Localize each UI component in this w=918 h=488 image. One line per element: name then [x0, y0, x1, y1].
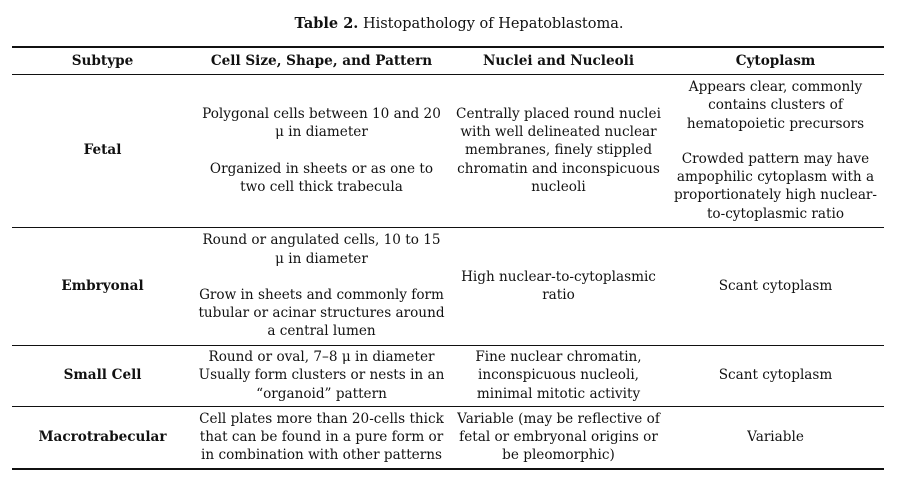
- cell-pattern-text: Organized in sheets or as one to two cell thick trabecula: [209, 160, 434, 195]
- nuclei-cell: [450, 345, 667, 406]
- subtype-cell: Small Cell: [12, 345, 193, 406]
- table-caption-title: Histopathology of Hepatoblastoma.: [362, 16, 624, 32]
- cell-pattern-text: Grow in sheets and commonly form tubular or acinar structures around a central lumen: [198, 286, 445, 340]
- nuclei-cell: [450, 227, 667, 345]
- cytoplasm-text: Variable: [747, 429, 804, 446]
- table-header: [12, 47, 884, 74]
- cell-pattern-cell: [193, 345, 450, 406]
- cell-pattern-cell: [193, 406, 450, 469]
- cell-pattern-text: Round or oval, 7–8 μ in diameter Usually form clusters or nests in an “organoid” pattern: [198, 349, 445, 402]
- column-header-nuclei: Nuclei and Nucleoli: [450, 47, 667, 74]
- cytoplasm-text: Appears clear, commonly contains clusters of hematopoietic precursors: [686, 79, 865, 132]
- column-header-cell-pattern: Cell Size, Shape, and Pattern: [193, 47, 450, 74]
- table-body: [12, 74, 884, 469]
- table-row: [12, 406, 884, 469]
- cytoplasm-cell: [667, 345, 884, 406]
- subtype-cell: Fetal: [12, 74, 193, 227]
- cytoplasm-cell: [667, 406, 884, 469]
- nuclei-text: Variable (may be reflective of fetal or embryonal origins or be pleomorphic): [457, 410, 660, 464]
- nuclei-cell: [450, 406, 667, 469]
- cell-pattern-text: Polygonal cells between 10 and 20 μ in diameter: [202, 106, 441, 141]
- cytoplasm-cell: [667, 74, 884, 227]
- table-caption-label: Table 2.: [294, 15, 359, 32]
- column-header-cytoplasm: Cytoplasm: [667, 47, 884, 74]
- column-header-subtype: Subtype: [12, 47, 193, 74]
- table-row: [12, 227, 884, 345]
- cell-pattern-cell: [193, 74, 450, 227]
- cytoplasm-text: Scant cytoplasm: [718, 367, 833, 384]
- cell-pattern-text: Cell plates more than 20-cells thick that can be found in a pure form or in combination with other patterns: [199, 410, 444, 464]
- table-row: [12, 345, 884, 406]
- nuclei-cell: [450, 74, 667, 227]
- cytoplasm-cell: [667, 227, 884, 345]
- cell-pattern-cell: [193, 227, 450, 345]
- subtype-cell: Macrotrabecular: [12, 406, 193, 469]
- cytoplasm-text: Crowded pattern may have ampophilic cytoplasm with a proportionately high nuclear-to-cytoplasmic ratio: [673, 150, 878, 222]
- nuclei-text: Centrally placed round nuclei with well delineated nuclear membranes, finely stippled chromatin and inconspicuous nucleoli: [456, 105, 661, 195]
- table-header-row: [12, 47, 884, 74]
- cell-pattern-text: Round or angulated cells, 10 to 15 μ in diameter: [202, 232, 441, 267]
- table-row: [12, 74, 884, 227]
- subtype-cell: Embryonal: [12, 227, 193, 345]
- nuclei-text: Fine nuclear chromatin, inconspicuous nucleoli, minimal mitotic activity: [475, 349, 642, 402]
- nuclei-text: High nuclear-to-cytoplasmic ratio: [461, 268, 656, 303]
- cytoplasm-text: Scant cytoplasm: [718, 277, 833, 294]
- table-caption: [0, 14, 918, 34]
- histopathology-table: [12, 46, 884, 470]
